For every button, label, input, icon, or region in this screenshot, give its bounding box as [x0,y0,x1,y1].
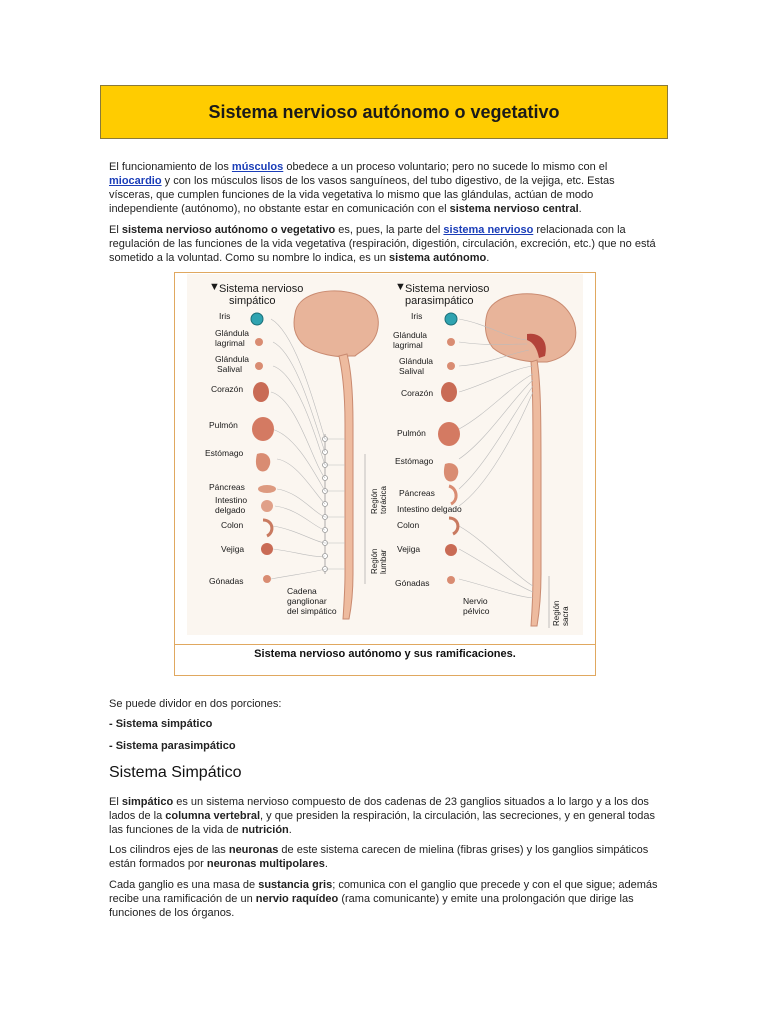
right-label-pancreas: Páncreas [399,488,435,498]
left-lagrimal-organ [255,338,263,346]
right-iris-organ [445,313,457,325]
left-salival-organ [255,362,263,370]
left-stomach-organ [256,453,270,471]
page-title: Sistema nervioso autónomo o vegetativo [208,101,560,122]
left-label-colon: Colon [221,520,244,530]
left-label-intestino: Intestino [215,495,248,505]
right-salival-organ [447,362,455,370]
left-nerve-lines [271,319,345,579]
ganglio-paragraph: Cada ganglio es una masa de sustancia gris; comunica con el ganglio que precede y con el que sigue; además recibe una ramificación de un nervio raquídeo (rama comunicante) y emite una prolongación que dirige las funciones de los órganos. [109,879,658,919]
left-heart-organ [253,382,269,402]
intro-paragraph: El funcionamiento de los músculos obedece a un proceso voluntario; pero no sucede lo mismo con el miocardio y con los músculos lisos de los vasos sanguíneos, del tubo digestivo, de la vejiga, etc. Estas vísceras, que cumplen funciones de la vida vegetativa lo mismo que las glándulas, actúan de modo independiente (autónomo), no obstante estar en comunicación con el sistema nervioso central. [109,161,615,215]
right-header-line2: parasimpático [405,295,474,307]
right-lung-organ [438,422,460,446]
cadena-line2: ganglionar [287,596,327,606]
right-colon-organ [449,518,458,534]
left-label-iris: Iris [219,311,231,321]
left-label-delgado: delgado [215,505,246,515]
left-label-salival: Salival [217,364,243,374]
nervio-line1: Nervio [463,596,488,606]
right-lagrimal-organ [447,338,455,346]
division-intro: Se puede dividor en dos porciones: [109,698,282,710]
right-heart-organ [441,382,457,402]
left-header-line2: simpático [229,295,276,307]
right-brain [485,294,575,362]
left-label-pulmon: Pulmón [209,420,238,430]
left-pancreas-organ [258,485,276,493]
left-colon-organ [263,520,272,536]
diagram-svg [187,274,583,635]
simpatico-paragraph: El simpático es un sistema nervioso compuesto de dos cadenas de 23 ganglios situados a lo largo y a los dos lados de la columna vertebral, y que presiden la respiración, la circulación, las secreciones, y en general todas las funciones de la vida de nutrición. [109,796,656,836]
nervio-line2: pélvico [463,606,490,616]
region-sacra-2: sacra [561,606,570,626]
right-label-vejiga: Vejiga [397,544,421,554]
definition-paragraph: El sistema nervioso autónomo o vegetativo es, pues, la parte del sistema nervioso relacionada con la regulación de las funciones de la vida vegetativa (respiración, digestión, circulación, excreción, etc.) que no está sometido a la voluntad. Como su nombre lo indica, es un sistema autónomo. [109,224,656,264]
title-banner [100,85,668,139]
cadena-line1: Cadena [287,586,317,596]
right-label-iris: Iris [411,311,423,321]
left-spinal-cord [339,354,353,619]
figure-divider [175,644,595,645]
right-label-estomago: Estómago [395,456,434,466]
left-label-glandula1: Glándula [215,328,250,338]
link-musculos[interactable]: músculos [231,161,284,173]
right-label-corazon: Corazón [401,388,434,398]
right-label-gonadas: Gónadas [395,578,430,588]
left-brain [294,291,378,357]
right-label-glandula2: Glándula [399,356,434,366]
right-label-glandula1: Glándula [393,330,428,340]
left-label-pancreas: Páncreas [209,482,245,492]
svg-text:▼: ▼ [395,281,406,293]
region-lumbar-2: lumbar [379,549,388,574]
region-sacra-1: Región [552,600,561,626]
cadena-line3: del simpático [287,606,337,616]
list-item-parasimpatico: - Sistema parasimpático [109,740,236,752]
right-gonads-organ [447,576,455,584]
right-label-intestino-delgado: Intestino delgado [397,504,462,514]
left-iris-organ [251,313,263,325]
neuronas-paragraph: Los cilindros ejes de las neuronas de este sistema carecen de mielina (fibras grises) y los ganglios simpáticos están formados por neuronas multipolares. [109,844,649,870]
left-lung-organ [252,417,274,441]
left-label-estomago: Estómago [205,448,244,458]
left-label-vejiga: Vejiga [221,544,245,554]
region-lumbar-1: Región [370,548,379,574]
right-label-pulmon: Pulmón [397,428,426,438]
right-bladder-organ [445,544,457,556]
link-sistema-nervioso[interactable]: sistema nervioso [443,224,534,236]
left-gonads-organ [263,575,271,583]
right-intestine-organ [449,486,456,504]
right-label-salival: Salival [399,366,425,376]
nervous-system-diagram [187,274,583,635]
left-label-corazon: Corazón [211,384,244,394]
svg-text:▼: ▼ [209,281,220,293]
section-heading-simpatico: Sistema Simpático [109,764,242,781]
link-miocardio[interactable]: miocardio [109,175,162,187]
right-label-lagrimal: lagrimal [393,340,423,350]
left-label-lagrimal: lagrimal [215,338,245,348]
right-spinal-cord [531,360,541,626]
left-header-line1: Sistema nervioso [219,283,304,295]
right-nerve-lines [459,319,533,598]
right-header-line1: Sistema nervioso [405,283,490,295]
region-toracica-2: torácica [379,485,388,514]
left-label-glandula2: Glándula [215,354,250,364]
left-intestine-organ [261,500,273,512]
figure-caption: Sistema nervioso autónomo y sus ramificaciones. [254,648,516,660]
left-label-gonadas: Gónadas [209,576,244,586]
figure-frame [174,272,596,676]
right-stomach-organ [444,463,458,481]
right-label-colon: Colon [397,520,420,530]
left-bladder-organ [261,543,273,555]
list-item-simpatico: - Sistema simpático [109,718,213,730]
region-toracica-1: Región [370,488,379,514]
